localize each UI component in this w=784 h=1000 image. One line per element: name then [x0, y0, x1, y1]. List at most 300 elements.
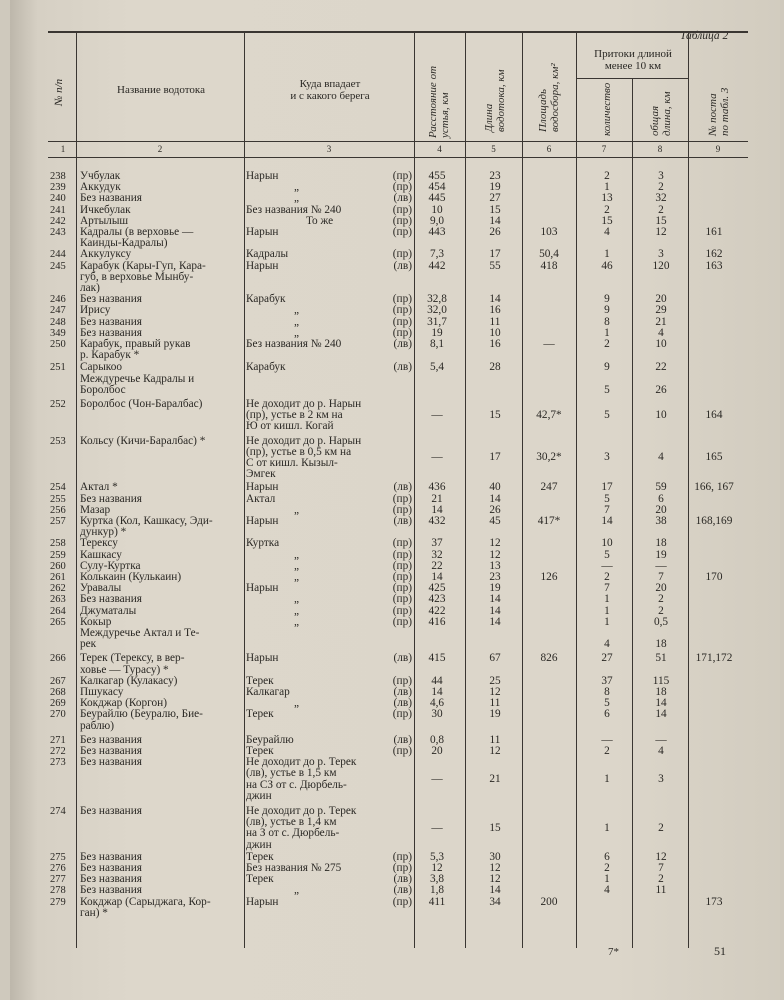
watercourse-name-line: Ирису: [80, 304, 111, 317]
gauge-post-number: 170: [705, 571, 723, 583]
tributary-length-value: 2: [658, 604, 664, 617]
outflow-destination-line: „: [294, 697, 300, 710]
tributary-length-value: 2: [658, 873, 664, 886]
watercourse-length: 12: [489, 548, 501, 561]
distance-from-mouth: 8,1: [429, 338, 445, 350]
tributary-length-value: 22: [655, 361, 667, 374]
watercourse-name-line: рек: [80, 638, 97, 651]
outflow-destination: [246, 516, 374, 527]
tributary-length-value: 3: [658, 170, 664, 182]
bank-side: (пр): [392, 315, 412, 328]
row-number: 263: [50, 594, 66, 606]
watercourse-name-line: ховье — Турасу) *: [80, 663, 169, 676]
watercourse-name: [80, 538, 250, 549]
outflow-destination-line: „: [294, 559, 300, 572]
row-number: 267: [50, 675, 66, 687]
outflow-destination: [246, 583, 374, 594]
outflow-destination-line: „: [294, 326, 300, 339]
outflow-destination: [246, 885, 374, 896]
distance-from-mouth: 32: [431, 548, 443, 561]
outflow-destination: [246, 399, 374, 433]
bank-side: (пр): [392, 492, 412, 505]
header-area: [538, 63, 561, 132]
distance-from-mouth: 30: [431, 708, 443, 721]
row-number: 255: [50, 493, 66, 505]
outflow-destination-line: на З от с. Дюрбель-: [246, 827, 340, 840]
watercourse-length: 25: [489, 674, 501, 687]
watercourse-name-line: Без названия: [80, 756, 142, 769]
catchment-area: 126: [540, 571, 558, 583]
bank-side: (пр): [392, 170, 412, 182]
bank-side: (лв): [393, 481, 412, 494]
watercourse-name: [80, 516, 250, 538]
watercourse-name: [80, 594, 250, 605]
watercourse-name-line: Карабук (Кары-Гуп, Кара-: [80, 259, 206, 272]
bank-side: (лв): [393, 192, 412, 205]
watercourse-length: 45: [489, 515, 501, 527]
tributary-length-value: 18: [655, 686, 667, 698]
bank-side: (пр): [392, 593, 412, 606]
watercourse-name-line: Куртка (Кол, Кашкасу, Эди-: [80, 515, 213, 527]
header-bottom-rule: [48, 141, 748, 142]
watercourse-name: [80, 193, 250, 204]
tributary-count-value: 6: [604, 708, 610, 721]
outflow-destination-line: Не доходит до р. Нарын: [246, 398, 362, 410]
gauge-post-number: 168,169: [695, 515, 733, 527]
catchment-area: 50,4: [539, 248, 559, 261]
tributary-count: [580, 653, 634, 664]
tributary-count-value: 5: [604, 383, 610, 396]
watercourse-length: 27: [489, 192, 501, 205]
tributary-total-length: [634, 538, 688, 549]
outflow-destination: [246, 193, 374, 204]
outflow-destination: [246, 757, 374, 802]
tributary-count-value: 2: [604, 170, 610, 182]
tributary-length-value: 120: [652, 259, 670, 272]
watercourse-name-line: Без названия: [80, 733, 142, 746]
catchment-area: 42,7*: [536, 409, 562, 422]
outflow-destination-line: (лв), устье в 1,4 км: [246, 816, 337, 829]
row-number: 271: [50, 734, 66, 746]
watercourse-name-line: Артылыш: [80, 214, 129, 227]
watercourse-name-line: Джуматалы: [80, 604, 137, 617]
distance-from-mouth: 5,3: [429, 850, 445, 863]
watercourse-name-line: Учбулак: [80, 170, 121, 182]
tributary-count-value: 5: [604, 492, 610, 505]
header-tributaries: Притоки длиной менее 10 км: [594, 48, 672, 72]
header-dest-line2: и с какого берега: [290, 90, 370, 102]
tributary-total-length: [634, 452, 688, 463]
tributary-length-value: 12: [655, 850, 667, 863]
row-number: 254: [50, 482, 66, 494]
tributary-length-value: 18: [655, 537, 667, 550]
watercourse-name-line: Аккудук: [80, 181, 121, 194]
distance-from-mouth: —: [431, 772, 443, 785]
watercourse-name-line: Без названия: [80, 745, 142, 757]
gauge-post-number: 165: [705, 451, 723, 464]
outflow-destination-line: Нарын: [246, 170, 279, 182]
watercourse-name-line: Междуречье Кадралы и: [80, 372, 195, 385]
bank-side: (пр): [392, 862, 412, 874]
row-number: 274: [50, 806, 66, 817]
watercourse-name-line: Кадралы (в верховье —: [80, 226, 194, 238]
tributary-count-value: 1: [604, 615, 610, 628]
distance-from-mouth: 44: [431, 674, 443, 687]
watercourse-name-line: Аккулуксу: [80, 248, 132, 261]
row-number: 246: [50, 294, 66, 306]
tributary-count: [580, 885, 634, 896]
watercourse-length: 14: [489, 214, 501, 227]
watercourse-length: 14: [489, 593, 501, 606]
outflow-destination-line: Нарын: [246, 259, 279, 272]
catchment-area: 103: [540, 226, 558, 238]
watercourse-name-line: Калкагар (Кулакасу): [80, 674, 178, 687]
watercourse-name-line: лак): [80, 282, 100, 294]
watercourse-length: 26: [489, 226, 501, 238]
watercourse-name-line: Без названия: [80, 192, 142, 205]
watercourse-length: 55: [489, 259, 501, 272]
catchment-area: 826: [540, 652, 558, 665]
watercourse-length: 11: [489, 315, 501, 328]
outflow-destination-line: Нарын: [246, 481, 279, 494]
distance-from-mouth: 411: [428, 895, 446, 908]
outflow-destination-line: Кадралы: [246, 248, 289, 261]
outflow-destination-line: Без названия № 275: [246, 862, 342, 874]
outflow-destination-line: джин: [246, 838, 272, 851]
tributary-count-value: 8: [604, 686, 610, 698]
header-post-line2: по табл. 3: [718, 87, 731, 136]
distance-from-mouth: 21: [431, 492, 443, 505]
row-number: 253: [50, 435, 66, 447]
outflow-destination-line: „: [294, 315, 300, 328]
distance-from-mouth: —: [431, 451, 443, 464]
distance-from-mouth: 32,0: [427, 304, 447, 317]
watercourse-length: 10: [489, 326, 501, 339]
outflow-destination-line: (пр), устье в 0,5 км на: [246, 445, 352, 458]
row-number: 277: [50, 874, 66, 886]
distance-from-mouth: 442: [428, 259, 446, 272]
distance-from-mouth: 436: [428, 481, 446, 494]
distance-from-mouth: 31,7: [427, 315, 447, 328]
tributary-count-value: 8: [604, 315, 610, 328]
tributary-count-value: 4: [604, 884, 610, 897]
outflow-destination-line: Не доходит до р. Нарын: [246, 434, 362, 447]
outflow-destination: [246, 806, 374, 851]
watercourse-name-line: Карабук, правый рукав: [80, 338, 191, 350]
header-len: [484, 69, 507, 132]
watercourse-name-line: Мазар: [80, 503, 111, 516]
tributary-total-length: [634, 709, 688, 720]
header-area-line1: Площадь: [537, 88, 549, 132]
outflow-destination-line: Нарын: [246, 226, 279, 238]
outflow-destination-line: Карабук: [246, 361, 286, 374]
watercourse-name-line: Без названия: [80, 862, 142, 874]
watercourse-length: 23: [489, 571, 501, 583]
document-page: [10, 0, 780, 1000]
tributary-count: [580, 410, 634, 421]
watercourse-name-line: Терексу: [80, 537, 118, 550]
watercourse-name-line: Каинды-Кадралы): [80, 237, 168, 250]
bank-side: (пр): [392, 745, 412, 757]
tributary-length-value: 3: [658, 772, 664, 785]
outflow-destination-line: на СЗ от с. Дюрбель-: [246, 778, 347, 791]
tributary-count-value: 14: [601, 515, 613, 527]
watercourse-name: [80, 709, 250, 731]
table-top-rule: [48, 31, 748, 33]
outflow-destination: [246, 653, 374, 664]
outflow-destination: [246, 594, 374, 605]
tributary-total-length: [634, 653, 688, 664]
catchment-area: —: [543, 338, 555, 350]
watercourse-length: 12: [489, 745, 501, 757]
outflow-destination-line: Без названия № 240: [246, 203, 342, 216]
bank-side: (пр): [392, 582, 412, 595]
tributary-count-value: 1: [604, 772, 610, 785]
row-number: 260: [50, 560, 66, 572]
watercourse-name-line: Беурайлю (Беуралю, Бие-: [80, 708, 203, 721]
bank-side: (пр): [392, 304, 412, 317]
tributary-count: [580, 594, 634, 605]
col-number: 2: [157, 144, 163, 154]
row-number: 268: [50, 687, 66, 698]
tributary-count: [580, 538, 634, 549]
watercourse-length: 14: [489, 615, 501, 628]
tributary-count-value: 9: [604, 293, 610, 306]
row-number: 258: [50, 538, 66, 550]
tributary-length-value: 2: [658, 593, 664, 606]
distance-from-mouth: 443: [428, 226, 446, 238]
watercourse-name-line: Уравалы: [80, 582, 122, 595]
tributary-length-value: 26: [655, 383, 667, 396]
tributary-length-value: 12: [655, 226, 667, 238]
outflow-destination: [246, 709, 374, 720]
outflow-destination-line: Терек: [246, 745, 274, 757]
row-number: 251: [50, 362, 66, 374]
distance-from-mouth: 415: [428, 652, 446, 665]
watercourse-name-line: Боролбос: [80, 383, 126, 396]
tributary-length-value: —: [655, 559, 667, 572]
watercourse-length: 14: [489, 604, 501, 617]
outflow-destination-line: С от кишл. Кызыл-: [246, 457, 338, 469]
bank-side: (пр): [392, 708, 412, 721]
tributary-count-value: 7: [604, 582, 610, 595]
tributary-length-value: 10: [655, 409, 667, 422]
tributary-length-value: 6: [658, 492, 664, 505]
watercourse-length: 16: [489, 304, 501, 317]
tributary-count: [580, 617, 634, 651]
watercourse-length: 14: [489, 492, 501, 505]
outflow-destination: [246, 617, 374, 628]
gauge-post-number: 171,172: [695, 652, 733, 665]
watercourse-name-line: Ичкебулак: [80, 203, 131, 216]
watercourse-length: 26: [489, 503, 501, 516]
tributary-count-value: 6: [604, 850, 610, 863]
bank-side: (пр): [392, 615, 412, 628]
tributary-length-value: 14: [655, 708, 667, 721]
tributary-count: [580, 339, 634, 350]
tributary-total-length: [634, 249, 688, 260]
tributary-length-value: 2: [658, 181, 664, 194]
outflow-destination-line: Беурайлю: [246, 733, 294, 746]
header-len-line1: Длина: [483, 103, 495, 132]
catchment-area: 30,2*: [536, 451, 562, 464]
outflow-destination: [246, 494, 374, 505]
gauge-post-number: 173: [705, 895, 723, 908]
tributary-length-value: 29: [655, 304, 667, 317]
tributary-length-value: 32: [655, 192, 667, 205]
outflow-destination-line: Нарын: [246, 652, 279, 665]
tributary-length-value: 10: [655, 338, 667, 350]
bank-side: (лв): [393, 361, 412, 374]
header-dist-text: Расстояние от устья, км: [427, 65, 451, 138]
row-number: 276: [50, 863, 66, 874]
watercourse-name-line: Сарыкоо: [80, 361, 122, 374]
row-number: 259: [50, 549, 66, 561]
bank-side: (пр): [392, 326, 412, 339]
row-number: 239: [50, 182, 66, 194]
outflow-destination: [246, 687, 374, 698]
row-number: 247: [50, 305, 66, 317]
tributary-count-value: 1: [604, 593, 610, 606]
header-name: Название водотока: [117, 84, 205, 96]
outflow-destination-line: „: [294, 548, 300, 561]
outflow-destination: [246, 294, 374, 305]
outflow-destination: [246, 550, 374, 561]
outflow-destination: [246, 606, 374, 617]
header-no: № п/п: [53, 78, 65, 106]
watercourse-name-line: Без названия: [80, 884, 142, 897]
watercourse-length: 19: [489, 708, 501, 721]
distance-from-mouth: 416: [428, 615, 446, 628]
row-number: 270: [50, 709, 66, 721]
tributary-count: [580, 482, 634, 493]
header-count: количество: [601, 82, 613, 136]
row-number: 349: [50, 327, 66, 339]
outflow-destination-line: Ю от кишл. Когай: [246, 420, 334, 433]
outflow-destination-line: Карабук: [246, 293, 286, 306]
watercourse-length: 17: [489, 451, 501, 464]
watercourse-name-line: Кокджар (Коргон): [80, 697, 167, 710]
distance-from-mouth: 455: [428, 170, 446, 182]
header-total-line2: длина, км: [660, 91, 673, 136]
outflow-destination-line: „: [294, 304, 300, 317]
outflow-destination-line: „: [294, 192, 300, 205]
tributary-total-length: [634, 193, 688, 204]
bank-side: (лв): [393, 652, 412, 665]
tributary-total-length: [634, 774, 688, 785]
watercourse-length: 15: [489, 409, 501, 422]
outflow-destination: [246, 482, 374, 493]
header-dest-line1: Куда впадает: [299, 78, 361, 90]
tributary-length-value: 11: [655, 884, 667, 897]
tributary-length-value: 4: [658, 745, 664, 757]
row-number: 273: [50, 757, 66, 769]
watercourse-length: 12: [489, 873, 501, 886]
tributary-total-length: [634, 516, 688, 527]
watercourse-name-line: Актал *: [80, 481, 118, 494]
row-number: 248: [50, 316, 66, 328]
watercourse-name-line: Кольсу (Кичи-Баралбас) *: [80, 434, 206, 447]
outflow-destination: [246, 362, 374, 373]
tributary-count: [580, 823, 634, 834]
outflow-destination-line: „: [294, 181, 300, 194]
row-number: 266: [50, 653, 66, 665]
tributary-length-value: 18: [655, 638, 667, 651]
tributary-count-value: 4: [604, 638, 610, 651]
watercourse-length: 13: [489, 559, 501, 572]
tributary-length-value: 20: [655, 582, 667, 595]
distance-from-mouth: 37: [431, 537, 443, 550]
watercourse-length: 14: [489, 293, 501, 306]
bank-side: (пр): [392, 226, 412, 238]
header-total-line1: общая: [649, 105, 661, 136]
col-number: 6: [546, 144, 552, 154]
tributary-total-length: [634, 823, 688, 834]
tributary-count-value: 10: [601, 537, 613, 550]
tributary-count-value: 46: [601, 259, 613, 272]
row-number: 272: [50, 746, 66, 757]
header-area-line2: водосбора, км²: [548, 63, 561, 132]
tributary-count: [580, 774, 634, 785]
tributary-total-length: [634, 339, 688, 350]
distance-from-mouth: 432: [428, 515, 446, 527]
tributary-count-value: 1: [604, 873, 610, 886]
gauge-post-number: 161: [705, 226, 723, 238]
tributary-length-value: 21: [655, 315, 667, 328]
distance-from-mouth: 422: [428, 604, 446, 617]
watercourse-name-line: Боролбос (Чон-Баралбас): [80, 398, 203, 410]
outflow-destination: [246, 538, 374, 549]
tributary-count-value: 5: [604, 697, 610, 710]
distance-from-mouth: 19: [431, 326, 443, 339]
watercourse-name: [80, 261, 250, 295]
header-total: [650, 92, 673, 136]
bank-side: (пр): [392, 850, 412, 863]
watercourse-name-line: Кокыр: [80, 615, 112, 628]
outflow-destination-line: Не доходит до р. Терек: [246, 756, 357, 769]
distance-from-mouth: 454: [428, 181, 446, 194]
outflow-destination-line: „: [294, 604, 300, 617]
colnum-bottom-rule: [48, 157, 748, 158]
tributary-count-value: 2: [604, 571, 610, 583]
tributary-count-value: 15: [601, 214, 613, 227]
tributary-total-length: [634, 885, 688, 896]
row-number: 250: [50, 339, 66, 350]
watercourse-name-line: губ, в верховье Мынбу-: [80, 270, 194, 283]
tributary-length-value: 38: [655, 515, 667, 527]
distance-from-mouth: 22: [431, 559, 443, 572]
tributary-count-value: 5: [604, 548, 610, 561]
col-number: 7: [601, 144, 607, 154]
tributary-count-value: 2: [604, 203, 610, 216]
distance-from-mouth: 9,0: [429, 214, 445, 227]
bank-side: (пр): [392, 293, 412, 306]
row-number: 256: [50, 504, 66, 516]
bank-side: (лв): [393, 515, 412, 527]
col-divider: [576, 33, 577, 948]
header-len-line2: водотока, км: [494, 69, 507, 132]
distance-from-mouth: 10: [431, 203, 443, 216]
row-number: 261: [50, 572, 66, 583]
tributary-count: [580, 227, 634, 238]
outflow-destination-line: „: [294, 593, 300, 606]
tributary-count: [580, 452, 634, 463]
bank-side: (лв): [393, 259, 412, 272]
row-number: 245: [50, 260, 66, 272]
watercourse-length: 19: [489, 181, 501, 194]
watercourse-name-line: ган) *: [80, 906, 108, 919]
watercourse-length: 28: [489, 361, 501, 374]
